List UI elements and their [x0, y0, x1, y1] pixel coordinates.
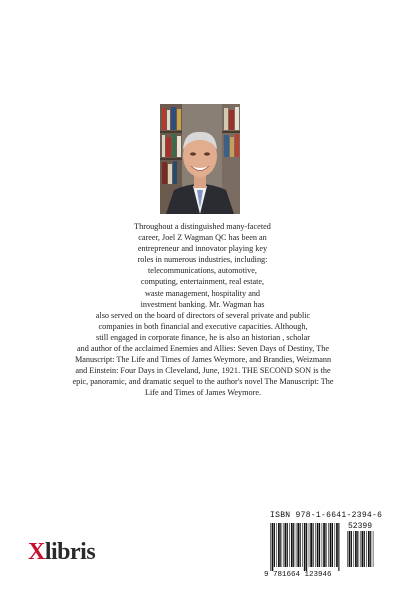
bio-line: Life and Times of James Weymore. [144, 388, 262, 398]
ean-digits: 9 781664 123946 [264, 571, 332, 579]
bio-line: telecommunications, automotive, [148, 266, 257, 276]
bio-line: still engaged in corporate finance, he is also an historian , scholar [96, 332, 310, 342]
bio-line: entrepreneur and innovator playing key [137, 244, 268, 254]
bio-line: also served on the board of directors of several private and public [95, 310, 311, 320]
bio-line: and author of the acclaimed Enemies and Allies: Seven Days of Destiny, The [77, 344, 329, 354]
price-code: 52399 [348, 522, 373, 531]
publisher-logo-rest: libris [44, 539, 96, 565]
author-portrait-icon [160, 104, 240, 214]
bio-wide-block [58, 310, 348, 399]
bio-line: investment banking. Mr. Wagman has [140, 299, 265, 309]
bio-line: companies in both financial and executive capacities. Although, [98, 321, 308, 331]
bio-line: computing, entertainment, real estate, [140, 277, 265, 287]
bio-line: epic, panoramic, and dramatic sequel to the author's novel The Manuscript: The [72, 377, 334, 387]
addon-barcode-icon [346, 531, 374, 571]
ean-barcode-icon [269, 523, 341, 571]
bio-line: roles in numerous industries, including: [137, 255, 268, 265]
bio-line: career, Joel Z Wagman QC has been an [138, 233, 267, 243]
publisher-logo [28, 539, 95, 566]
isbn-label: ISBN 978-1-6641-2394-6 [270, 511, 383, 520]
bio-line: and Einstein: Four Days in Cleveland, June, 1921. THE SECOND SON is the [75, 366, 331, 376]
publisher-logo-initial: X [28, 539, 45, 565]
bio-line: Manuscript: The Life and Times of James Weymore, and Brandies, Weizmann [74, 355, 332, 365]
author-photo [160, 104, 240, 214]
bio-line: waste management, hospitality and [144, 288, 261, 298]
bio-line: Throughout a distinguished many-faceted [134, 222, 271, 231]
author-bio-text [72, 221, 334, 399]
